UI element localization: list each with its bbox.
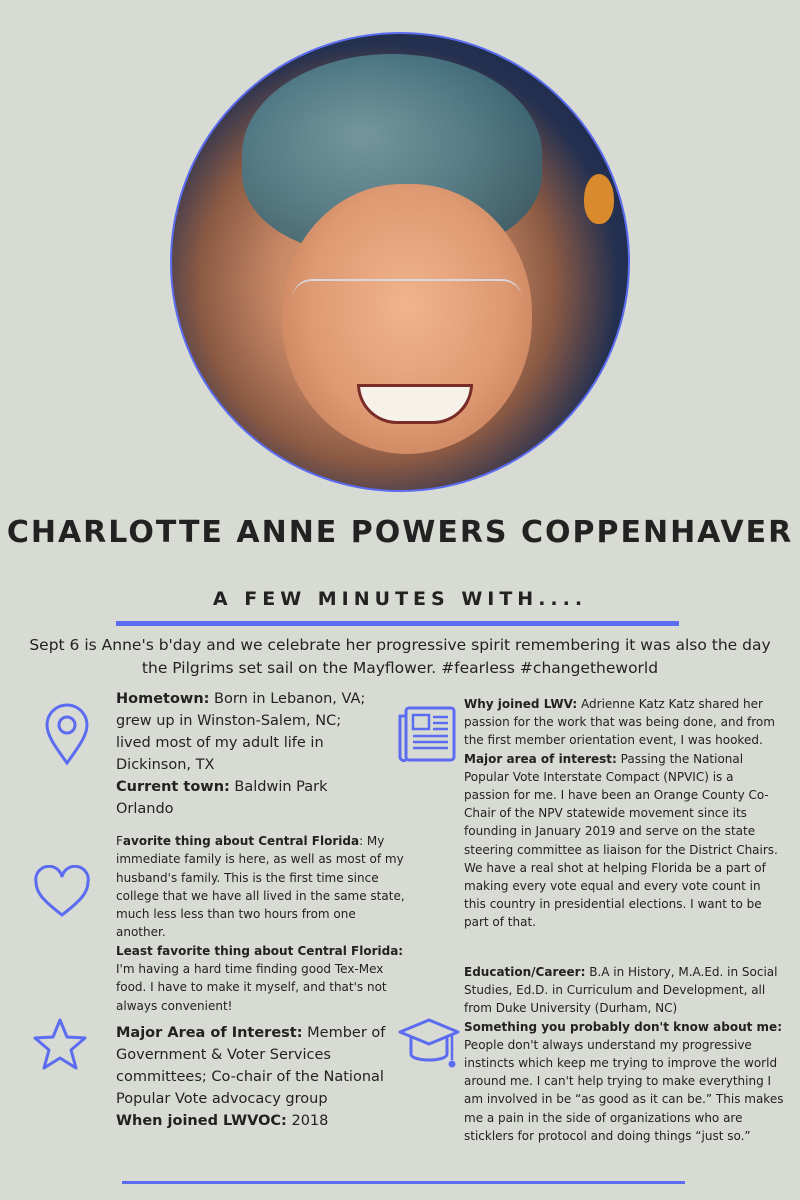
why-joined-line (464, 695, 782, 750)
major-interest-value: Passing the National Popular Vote Interstate Compact (NPVIC) is a passion for me. I have been an Orange County Co-Chair of the NPV statewide movement since its founding in January 2019 and serve on the state steering committee as liaison for the District Chairs. We have a real shot at helping Florida be a part of making every vote equal and every vote count in this country in presidential elections. I want to be part of that. (464, 751, 778, 930)
education-line (464, 963, 784, 1018)
hometown-section (116, 688, 372, 820)
why-joined-value: Adrienne Katz Katz shared her passion for the work that was being done, and from the first member orientation event, I was hooked. (464, 697, 775, 748)
central-florida-section (116, 832, 406, 1015)
photo-glasses (292, 279, 522, 321)
when-joined-value: 2018 (286, 1113, 329, 1129)
least-favorite-line (116, 942, 406, 1015)
major-interest-line (464, 750, 782, 932)
favorite-label-initial: F (116, 834, 123, 848)
profile-name: CHARLOTTE ANNE POWERS COPPENHAVER (6, 515, 794, 550)
profile-subtitle: A FEW MINUTES WITH.... (212, 588, 588, 610)
least-favorite-value: I'm having a hard time finding good Tex-Mex food. I have to make it myself, and that's not always convenient! (116, 962, 387, 1013)
location-pin-icon (42, 703, 92, 767)
current-town-line (116, 776, 372, 820)
when-joined-line (116, 1110, 398, 1132)
current-town-label: Current town: (116, 779, 230, 795)
hometown-label: Hometown: (116, 691, 210, 707)
interest-section (116, 1022, 398, 1132)
bottom-divider (122, 1181, 685, 1184)
profile-photo (170, 32, 630, 492)
favorite-line (116, 832, 406, 942)
education-label: Education/Career: (464, 965, 586, 979)
intro-text: Sept 6 is Anne's b'day and we celebrate her progressive spirit remembering it was also the day the Pilgrims set sail on the Mayflower. #fearless #changetheworld (29, 636, 771, 677)
least-favorite-label: Least favorite thing about Central Florida: (116, 943, 404, 958)
something-value: People don't always understand my progressive instincts which keep me trying to improve the world around me. I can't help trying to make everything I am involved in be “as good as it can be.” This makes me a pain in the side of organizations who are sticklers for protocol and doing things “just so.” (464, 1037, 784, 1143)
major-area-line (116, 1022, 398, 1110)
education-value: B.A in History, M.A.Ed. in Social Studies, Ed.D. in Curriculum and Development, all from Duke University (Durham, NC) (464, 965, 778, 1016)
newspaper-icon (396, 702, 458, 764)
major-area-label: Major Area of Interest: (116, 1025, 303, 1041)
major-interest-label: Major area of interest: (464, 751, 617, 766)
major-area-value: Member of Government & Voter Services committees; Co-chair of the National Popular Vote advocacy group (116, 1025, 386, 1107)
favorite-label: avorite thing about Central Florida (122, 834, 360, 848)
why-joined-section (464, 695, 782, 932)
education-section (464, 963, 784, 1145)
photo-pear (584, 174, 614, 224)
when-joined-label: When joined LWVOC: (116, 1113, 287, 1129)
star-icon (30, 1016, 90, 1074)
favorite-value: : My immediate family is here, as well as most of my husband's family. This is the first time since college that we have all lived in the same state, much less less than two hours from one another. (116, 834, 405, 940)
hometown-line (116, 688, 372, 776)
top-divider (116, 621, 679, 626)
graduation-cap-icon (396, 1016, 462, 1076)
why-joined-label: Why joined LWV: (464, 697, 578, 711)
something-label: Something you probably don't know about me: (464, 1019, 782, 1034)
hometown-value: Born in Lebanon, VA; grew up in Winston-Salem, NC; lived most of my adult life in Dickinson, TX (116, 691, 366, 773)
current-town-value: Baldwin Park Orlando (116, 779, 328, 817)
something-line (464, 1018, 784, 1145)
heart-icon (32, 865, 92, 921)
